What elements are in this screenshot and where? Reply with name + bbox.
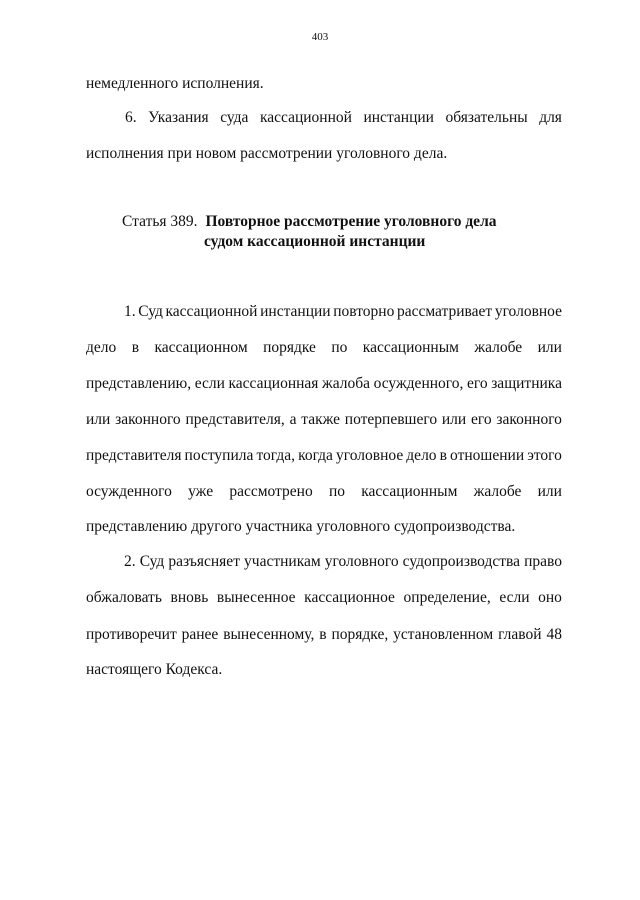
word: кассационным: [362, 339, 459, 356]
word: по: [328, 483, 345, 500]
para-2-line-2: [86, 588, 562, 608]
word: кассационной: [259, 109, 352, 126]
para-1-line-7: представлению другого участника уголовного судопроизводства.: [86, 518, 516, 535]
word: кассационном: [154, 339, 248, 356]
word: законного: [496, 411, 562, 428]
word: участникам: [244, 553, 321, 570]
word: 1.: [124, 303, 136, 320]
para-2-line-1: [124, 552, 562, 572]
word: осужденного: [86, 483, 172, 500]
word: по: [331, 339, 348, 356]
word: право: [524, 553, 562, 570]
word: разъясняет: [168, 553, 240, 570]
word: дело: [86, 339, 117, 356]
word: уже: [188, 483, 214, 500]
continuation-line: немедленного исполнения.: [86, 75, 264, 92]
page-number: 403: [311, 31, 329, 43]
word: кассационной: [165, 303, 258, 320]
para-2-line-4: настоящего Кодекса.: [86, 661, 223, 678]
word: ранее: [181, 626, 219, 643]
word: защитника: [491, 375, 562, 392]
word: или: [537, 339, 562, 356]
item-6-line-2: исполнения при новом рассмотрении уголовного дела.: [86, 145, 448, 162]
word: Указания: [148, 109, 209, 126]
word: в: [439, 447, 447, 464]
word: в: [131, 339, 140, 356]
word: в: [319, 626, 327, 643]
word: обжаловать: [86, 589, 162, 606]
word: вынесенное: [216, 589, 296, 606]
word: рассмотрено: [229, 483, 313, 500]
word: вновь: [170, 589, 209, 606]
word: также: [301, 411, 341, 428]
word: этого: [527, 447, 562, 464]
word: жалобе: [474, 339, 523, 356]
word: рассматривает: [396, 303, 493, 320]
word: тогда,: [256, 447, 296, 464]
word: его: [470, 411, 492, 428]
word: представлению,: [86, 375, 192, 392]
word: жалоба: [322, 375, 371, 392]
para-1-line-3: [86, 374, 562, 394]
word: противоречит: [86, 626, 177, 643]
word: Суд: [139, 553, 165, 570]
word: представителя,: [185, 411, 285, 428]
word: установленном: [393, 626, 494, 643]
word: инстанции: [363, 109, 434, 126]
word: суда: [220, 109, 249, 126]
word: его: [466, 375, 488, 392]
word: порядке,: [331, 626, 389, 643]
word: а: [289, 411, 297, 428]
word: уголовное: [336, 447, 404, 464]
article-title-line-1: Повторное рассмотрение уголовного дела: [205, 213, 497, 230]
word: отношении: [450, 447, 525, 464]
word: когда: [298, 447, 333, 464]
word: порядке: [263, 339, 316, 356]
article-title-line-2: судом кассационной инстанции: [204, 233, 426, 250]
word: вынесенному,: [223, 626, 315, 643]
word: обязательны: [445, 109, 528, 126]
para-1-line-2: [86, 338, 562, 358]
word: кассационное: [304, 589, 395, 606]
word: потерпевшего: [344, 411, 438, 428]
word: кассационным: [361, 483, 458, 500]
word: определение,: [403, 589, 491, 606]
word: 48: [546, 626, 562, 643]
para-1-line-1: [124, 302, 562, 322]
word: если: [499, 589, 530, 606]
article-number: Статья 389.: [122, 213, 198, 230]
word: 6.: [125, 109, 137, 126]
para-1-line-4: [86, 410, 562, 430]
word: уголовное: [494, 303, 562, 320]
para-1-line-5: [86, 446, 562, 466]
word: повторно: [333, 303, 395, 320]
article-heading: [122, 212, 497, 232]
word: кассационная: [228, 375, 319, 392]
word: 2.: [124, 553, 136, 570]
word: жалобе: [473, 483, 522, 500]
word: судопроизводства: [402, 553, 521, 570]
word: дело: [406, 447, 437, 464]
word: или: [441, 411, 467, 428]
word: для: [539, 109, 562, 126]
word: оно: [538, 589, 562, 606]
word: если: [194, 375, 225, 392]
word: Суд: [138, 303, 163, 320]
word: законного: [115, 411, 181, 428]
para-2-line-3: [86, 625, 562, 645]
item-6-line-1: [125, 108, 562, 128]
word: инстанции: [260, 303, 331, 320]
para-1-line-6: [86, 482, 562, 502]
word: представителя: [86, 447, 182, 464]
word: главой: [498, 626, 542, 643]
word: уголовного: [324, 553, 399, 570]
word: поступила: [184, 447, 254, 464]
word: или: [537, 483, 562, 500]
word: осужденного,: [373, 375, 464, 392]
word: или: [86, 411, 111, 428]
